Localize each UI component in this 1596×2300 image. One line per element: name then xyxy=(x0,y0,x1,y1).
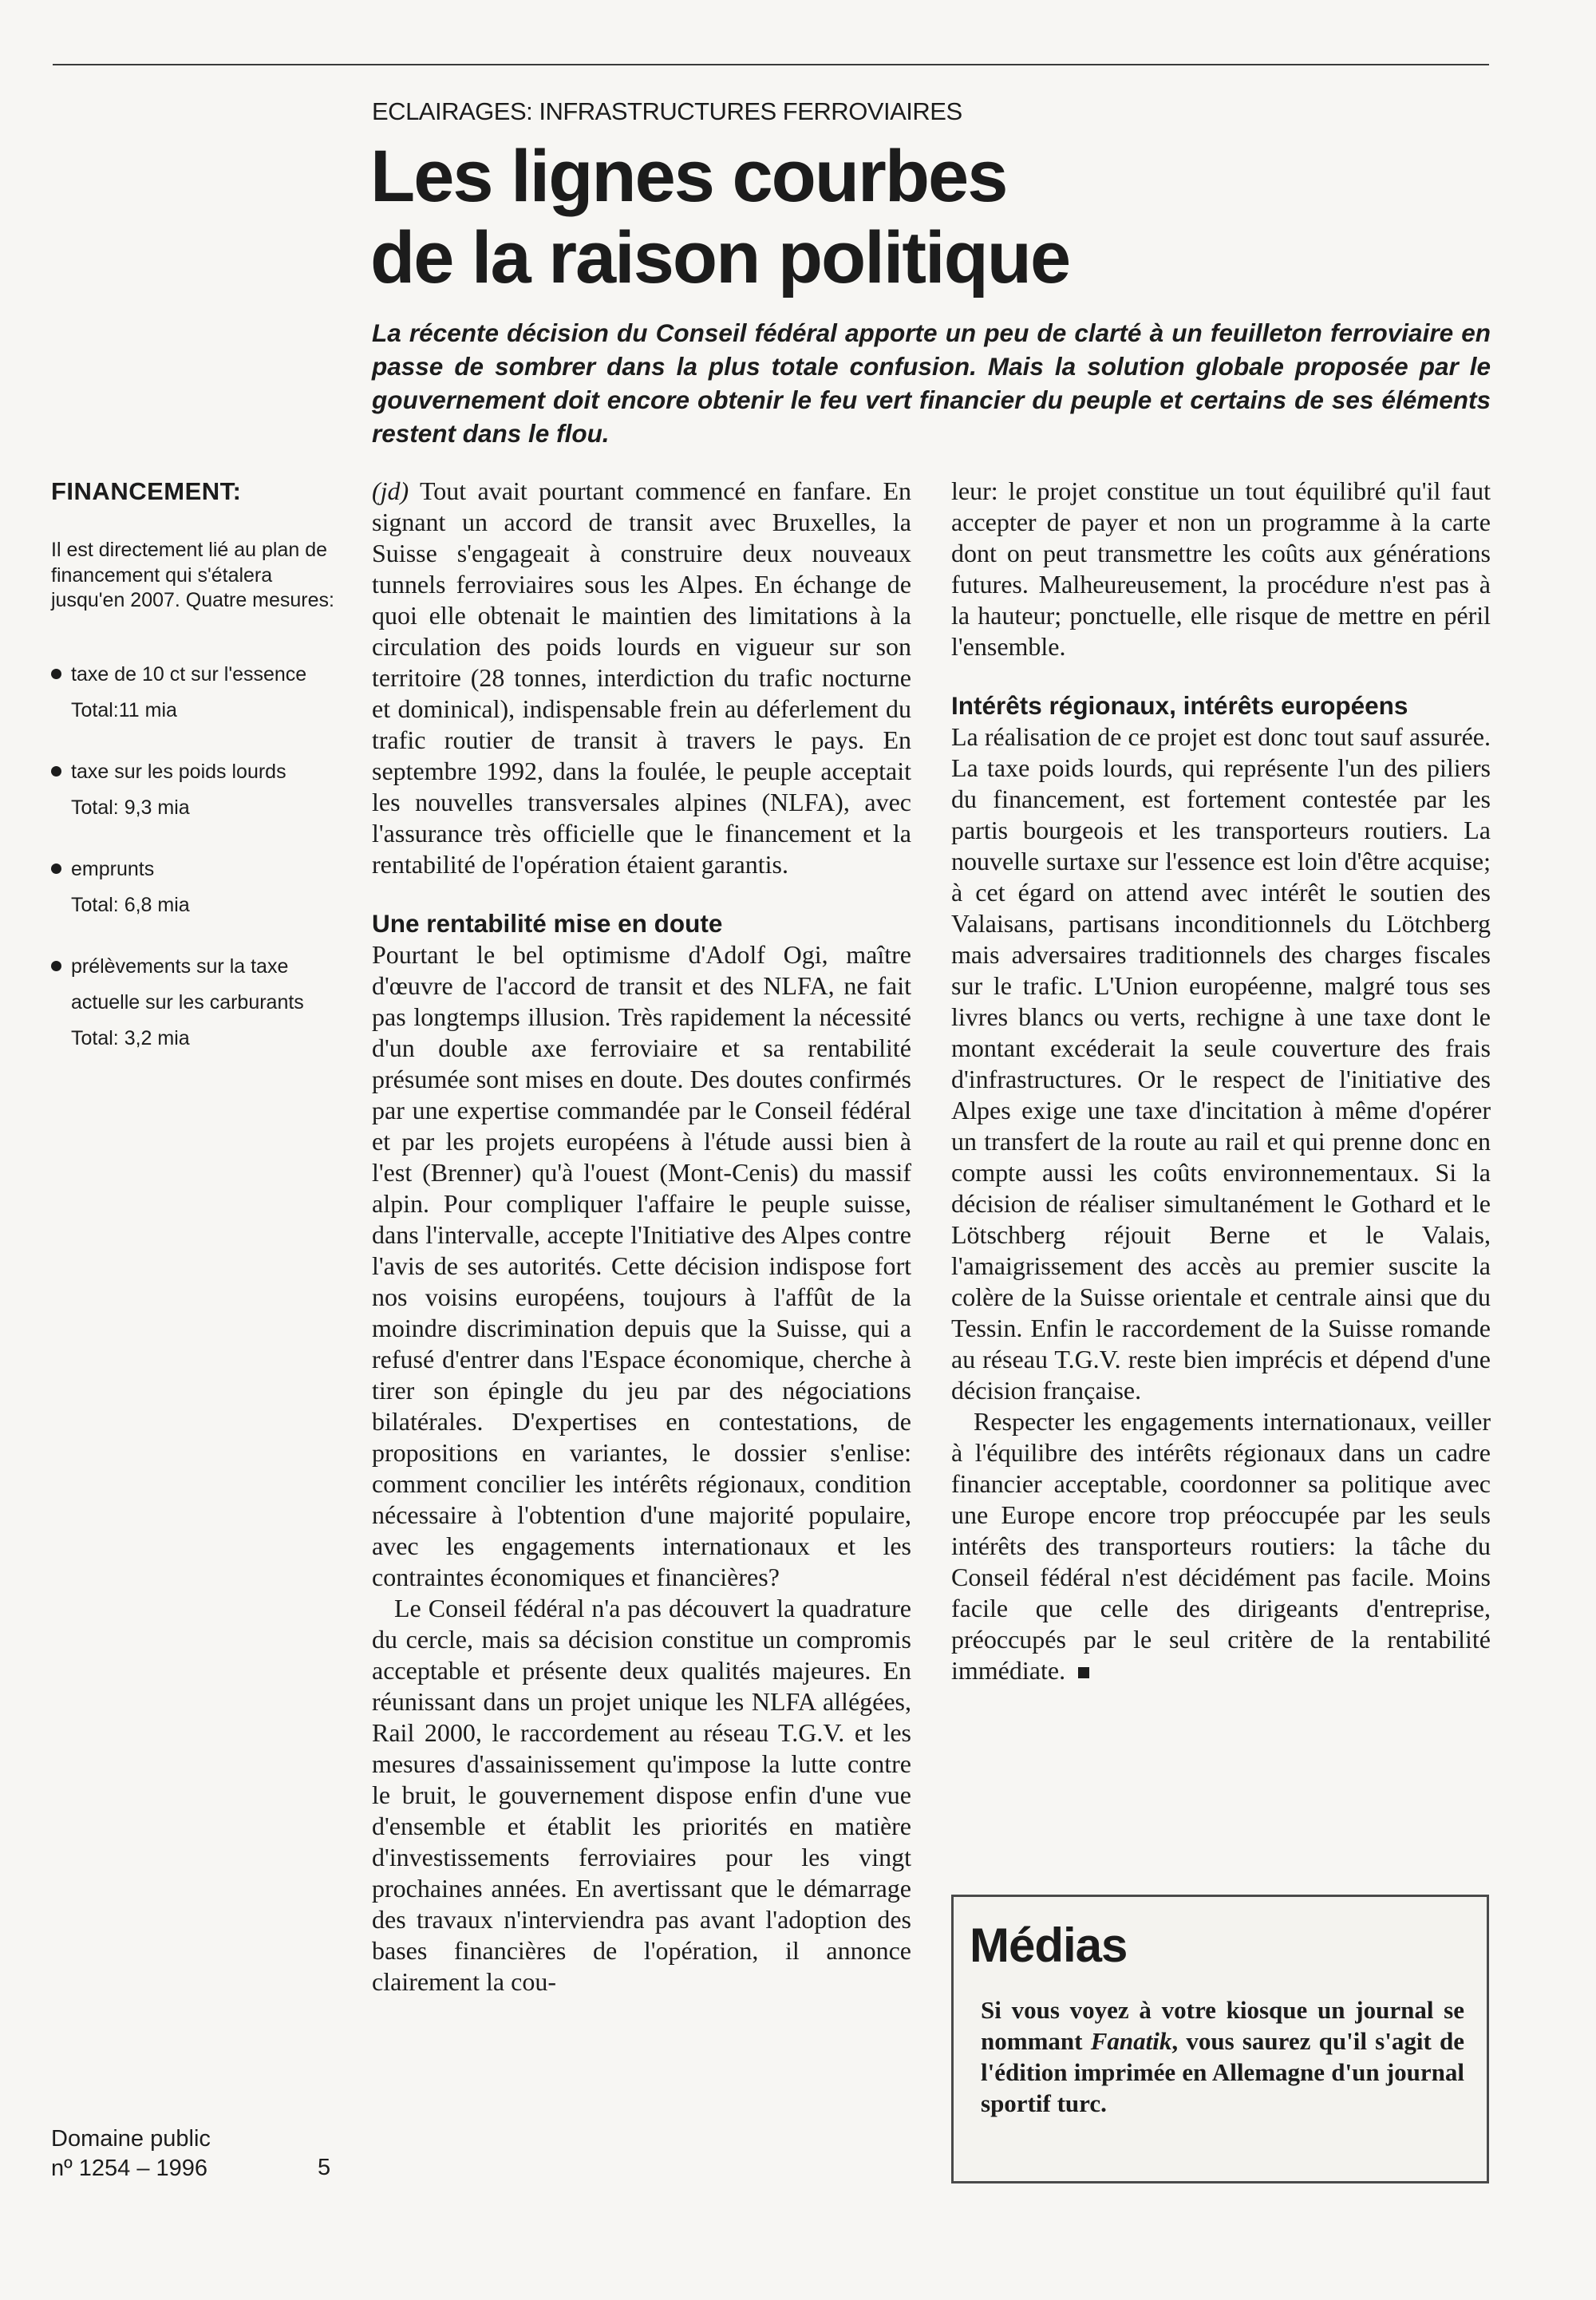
section-kicker: ECLAIRAGES: INFRASTRUCTURES FERROVIAIRES xyxy=(372,97,962,125)
body-paragraph: leur: le projet constitue un tout équilibré qu'il faut accepter de payer et non un programme à la carte dont on peut transmettre les coûts aux générations futures. Malheureusement, la procédure n'est pas à la hauteur; ponctuelle, elle risque de mettre en péril l'ensemble. xyxy=(951,476,1491,661)
newspaper-name: Fanatik xyxy=(1090,2027,1172,2055)
financing-sidebar xyxy=(51,477,338,1082)
measure-item xyxy=(51,852,338,923)
medias-box xyxy=(951,1895,1489,2183)
title-line-1: Les lignes courbes xyxy=(370,136,1007,217)
sidebar-heading: FINANCEMENT: xyxy=(51,477,242,505)
medias-title: Médias xyxy=(970,1919,1128,1972)
top-rule xyxy=(53,64,1489,65)
body-column-1 xyxy=(372,476,911,1998)
measure-total: Total: 6,8 mia xyxy=(71,893,190,916)
measure-label: emprunts xyxy=(71,857,155,880)
page-number: 5 xyxy=(318,2155,331,2180)
body-paragraph: Le Conseil fédéral n'a pas découvert la quadrature du cercle, mais sa décision constitue un compromis acceptable et présente deux qualités majeures. En réunissant dans un projet unique les NLFA allégées, Rail 2000, le raccordement au réseau T.G.V. et les mesures d'assainissement qu'impose la lutte contre le bruit, le gouvernement dispose enfin d'une vue d'ensemble et établit les priorités en matière d'investissements ferroviaires pour les vingt prochaines années. En avertissant que le démarrage des travaux n'interviendra pas avant l'adoption des bases financières de l'opération, il annonce clairement la cou- xyxy=(372,1594,911,1996)
body-column-2 xyxy=(951,476,1491,1686)
body-paragraph: Pourtant le bel optimisme d'Adolf Ogi, maître d'œuvre de l'accord de transit et des NLFA, ne fait pas longtemps illusion. Très rapidement la nécessité d'un double axe ferroviaire et sa rentabilité présumée sont mises en doute. Des doutes confirmés par une expertise commandée par le Conseil fédéral et par les projets européens à l'étude aussi bien à l'est (Brenner) qu'à l'ouest (Mont-Cenis) du massif alpin. Pour compliquer l'affaire le peuple suisse, dans l'intervalle, accepte l'Initiative des Alpes contre l'avis de ses autorités. Cette décision indispose fort nos voisins européens, toujours à l'affût de la moindre discrimination depuis que la Suisse, qui a refusé d'entrer dans l'Espace économique, cherche à tirer son épingle du jeu par des négociations bilatérales. D'expertises en contestations, de propositions en variantes, le dossier s'enlise: comment concilier les intérêts régionaux, condition nécessaire à l'obtention d'une majorité populaire, avec les engagements internationaux et les contraintes économiques et financières? xyxy=(372,940,911,1591)
body-paragraph: La réalisation de ce projet est donc tout sauf assurée. La taxe poids lourds, qui représente l'un des piliers du financement, est fortement contestée par les partis bourgeois et les transporteurs routiers. La nouvelle surtaxe sur l'essence est loin d'être acquise; à cet égard on attend avec intérêt le soutien des Valaisans, partisans inconditionnels du Lötchberg mais adversaires traditionnels des charges fiscales sur le trafic. L'Union européenne, malgré tous ses livres blancs ou verts, rechigne à une taxe dont le montant excéderait la seule couverture des frais d'infrastructures. Or le respect de l'initiative des Alpes exige une taxe d'incitation à même d'opérer un transfert de la route au rail et qui prenne donc en compte aussi les coûts environnementaux. Si la décision de réaliser simultanément le Gothard et le Lötschberg réjouit Berne et le Valais, l'amaigrissement des accès au premier suscite la colère de la Suisse orientale et centrale ainsi que du Tessin. Enfin le raccordement de la Suisse romande au réseau T.G.V. reste bien imprécis et dépend d'une décision française. xyxy=(951,722,1491,1405)
measure-label: taxe sur les poids lourds xyxy=(71,760,286,783)
measure-label: prélèvements sur la taxe actuelle sur les carburants xyxy=(71,954,304,1014)
sidebar-intro: Il est directement lié au plan de financement qui s'étalera jusqu'en 2007. Quatre mesures: xyxy=(51,539,334,611)
subheading: Une rentabilité mise en doute xyxy=(372,909,723,938)
medias-text: Si vous voyez à votre kiosque un journal se nommant Fanatik, vous saurez qu'il s'agit de l'édition imprimée en Allemagne d'un journal sportif turc. xyxy=(981,1996,1464,2117)
bullet-icon xyxy=(51,669,61,679)
publication-footer xyxy=(51,2124,338,2183)
body-paragraph: (jd) Tout avait pourtant commencé en fanfare. En signant un accord de transit avec Bruxelles, la Suisse s'engageait à construire deux nouveaux tunnels ferroviaires sous les Alpes. En échange de quoi elle obtenait le maintien des limitations à la circulation des poids lourds en vigueur sur son territoire (28 tonnes, interdiction du trafic nocturne et dominical), indispensable frein au déferlement du trafic routier de transit à travers le pays. En septembre 1992, dans la foulée, le peuple acceptait les nouvelles transversales alpines (NLFA), avec l'assurance très officielle que le financement et la rentabilité de l'opération étaient garantis. xyxy=(372,476,911,879)
author-initials: (jd) xyxy=(372,476,409,505)
bullet-icon xyxy=(51,961,61,971)
bullet-icon xyxy=(51,766,61,777)
measure-total: Total: 3,2 mia xyxy=(71,1026,190,1049)
measure-total: Total:11 mia xyxy=(71,698,177,721)
measure-item xyxy=(51,949,338,1057)
subheading: Intérêts régionaux, intérêts européens xyxy=(951,691,1408,720)
publication-name: Domaine public xyxy=(51,2126,211,2152)
title-line-2: de la raison politique xyxy=(370,217,1070,298)
body-paragraph: Respecter les engagements internationaux, veiller à l'équilibre des intérêts régionaux dans un cadre financier acceptable, coordonner sa politique avec une Europe encore trop préoccupée par les seuls intérêts des transporteurs routiers: la tâche du Conseil fédéral n'est décidément pas facile. Moins facile que celle des dirigeants d'entreprise, préoccupés par le seul critère de la rentabilité immédiate. xyxy=(951,1407,1491,1685)
article-title xyxy=(370,136,1503,298)
bullet-icon xyxy=(51,863,61,874)
measure-label: taxe de 10 ct sur l'essence xyxy=(71,662,307,686)
end-mark-icon xyxy=(1078,1667,1089,1678)
issue-number: nº 1254 – 1996 xyxy=(51,2156,208,2181)
measure-total: Total: 9,3 mia xyxy=(71,796,190,819)
measure-item xyxy=(51,657,338,729)
measure-item xyxy=(51,754,338,826)
measures-list xyxy=(51,657,338,1057)
article-lead: La récente décision du Conseil fédéral apporte un peu de clarté à un feuilleton ferroviaire en passe de sombrer dans la plus totale confusion. Mais la solution globale proposée par le gouvernement doit encore obtenir le feu vert financier du peuple et certains de ses éléments restent dans le flou. xyxy=(372,318,1491,448)
